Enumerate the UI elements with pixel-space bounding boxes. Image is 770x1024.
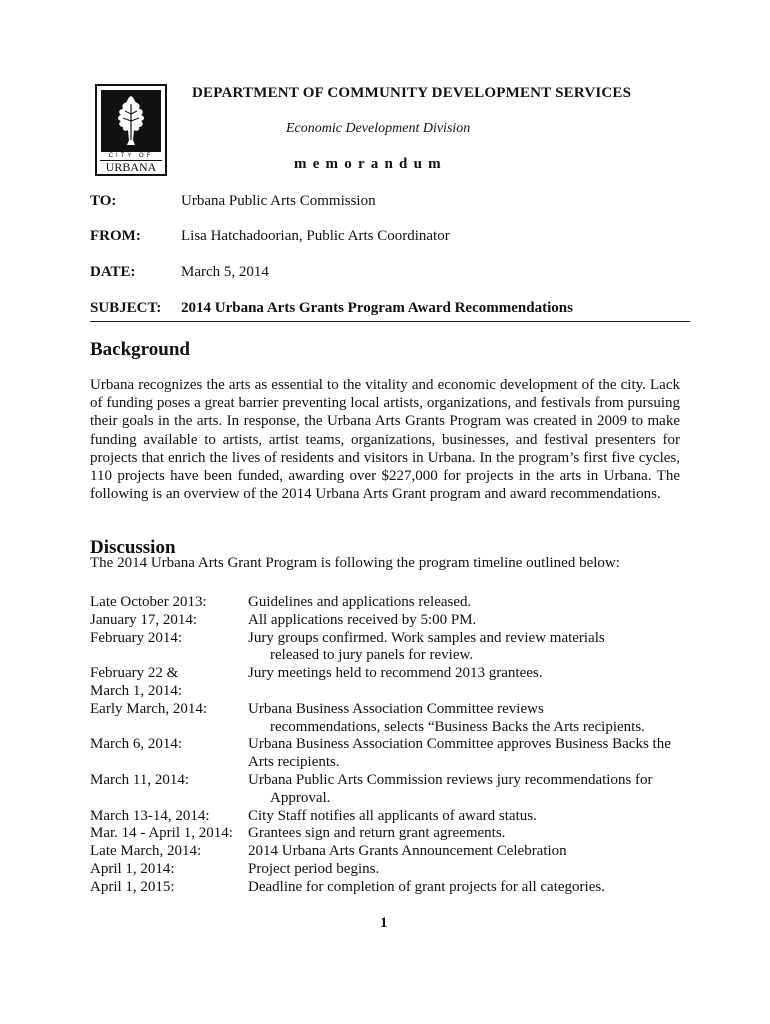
background-heading: Background [90, 339, 190, 360]
page-number: 1 [380, 915, 388, 931]
timeline-text: Jury meetings held to recommend 2013 grantees. [248, 665, 543, 682]
timeline-text: Project period begins. [248, 860, 380, 877]
timeline-text-continued: recommendations, selects “Business Backs the Arts recipients. [270, 718, 645, 735]
date-label: DATE: [90, 264, 136, 280]
timeline-text: Guidelines and applications released. [248, 594, 472, 610]
timeline-date: March 11, 2014: [90, 771, 190, 788]
timeline-row [90, 861, 690, 879]
oak-leaf-icon [101, 90, 161, 152]
timeline-date: Mar. 14 - April 1, 2014: [90, 825, 233, 842]
timeline-row [90, 665, 690, 701]
logo-city-label: CITY OF [108, 153, 154, 159]
timeline-date: Early March, 2014: [90, 700, 208, 717]
timeline-row [90, 736, 690, 772]
city-of-urbana-logo [95, 84, 167, 176]
timeline-row [90, 630, 690, 666]
header-divider [90, 321, 690, 322]
timeline-text: City Staff notifies all applicants of award status. [248, 807, 537, 824]
timeline-description [248, 843, 690, 861]
memorandum-title: memorandum [294, 156, 447, 172]
timeline-description [248, 630, 690, 666]
discussion-intro: The 2014 Urbana Arts Grant Program is following the program timeline outlined below: [90, 555, 620, 571]
timeline-row [90, 808, 690, 826]
timeline-date: Late October 2013: [90, 594, 207, 610]
timeline-text: Jury groups confirmed. Work samples and review materials [248, 629, 605, 646]
timeline-date: February 2014: [90, 629, 183, 646]
from-label: FROM: [90, 228, 141, 244]
timeline-description [248, 825, 690, 843]
date-value: March 5, 2014 [181, 264, 269, 280]
timeline-row [90, 701, 690, 737]
timeline-date: February 22 & March 1, 2014: [90, 665, 183, 699]
timeline-row [90, 772, 690, 808]
timeline-date: March 13-14, 2014: [90, 807, 210, 824]
timeline-description [248, 701, 690, 737]
timeline-text: Deadline for completion of grant projects for all categories. [248, 878, 605, 895]
timeline-row [90, 612, 690, 630]
timeline-row [90, 594, 690, 612]
timeline-text-continued: released to jury panels for review. [270, 647, 474, 664]
timeline-description [248, 808, 690, 826]
timeline-description [248, 594, 690, 612]
timeline-text-continued: Approval. [270, 789, 331, 806]
division-subtitle: Economic Development Division [286, 121, 471, 136]
timeline-date: April 1, 2014: [90, 860, 175, 877]
program-timeline [90, 594, 690, 897]
subject-label: SUBJECT: [90, 300, 162, 316]
timeline-description [248, 736, 690, 772]
timeline-row [90, 843, 690, 861]
logo-urbana-label: URBANA [100, 160, 162, 173]
timeline-date: January 17, 2014: [90, 611, 198, 628]
timeline-date: April 1, 2015: [90, 878, 175, 895]
timeline-description [248, 612, 690, 630]
to-label: TO: [90, 193, 117, 209]
timeline-date: March 6, 2014: [90, 736, 183, 753]
timeline-description [248, 772, 690, 808]
timeline-row [90, 825, 690, 843]
timeline-description [248, 861, 690, 879]
to-value: Urbana Public Arts Commission [181, 193, 376, 209]
timeline-text: Urbana Business Association Committee reviews [248, 700, 544, 717]
timeline-date: Late March, 2014: [90, 843, 202, 860]
timeline-text: Urbana Public Arts Commission reviews jury recommendations for [248, 771, 653, 788]
timeline-row [90, 879, 690, 897]
timeline-text: 2014 Urbana Arts Grants Announcement Celebration [248, 843, 567, 860]
department-title: DEPARTMENT OF COMMUNITY DEVELOPMENT SERVICES [192, 85, 632, 101]
timeline-text: Urbana Business Association Committee approves Business Backs the Arts recipients. [248, 736, 671, 771]
timeline-description [248, 665, 690, 701]
timeline-text: All applications received by 5:00 PM. [248, 611, 477, 628]
discussion-heading: Discussion [90, 537, 176, 558]
subject-value: 2014 Urbana Arts Grants Program Award Recommendations [181, 300, 573, 316]
timeline-description [248, 879, 690, 897]
background-paragraph: Urbana recognizes the arts as essential to the vitality and economic development of the city. Lack of funding poses a great barrier preventing local artists, organizations, and festivals from pursuing their goals in the arts. In response, the Urbana Arts Grants Program was created in 2009 to make funding available to artists, artist teams, organizations, businesses, and festival presenters for projects that enrich the lives of residents and visitors in Urbana. In the program’s first five cycles, 110 projects have been funded, awarding over $227,000 for projects in the arts in Urbana. The following is an overview of the 2014 Urbana Arts Grant program and award recommendations. [90, 377, 680, 503]
timeline-text: Grantees sign and return grant agreements. [248, 825, 506, 842]
from-value: Lisa Hatchadoorian, Public Arts Coordinator [181, 228, 450, 244]
